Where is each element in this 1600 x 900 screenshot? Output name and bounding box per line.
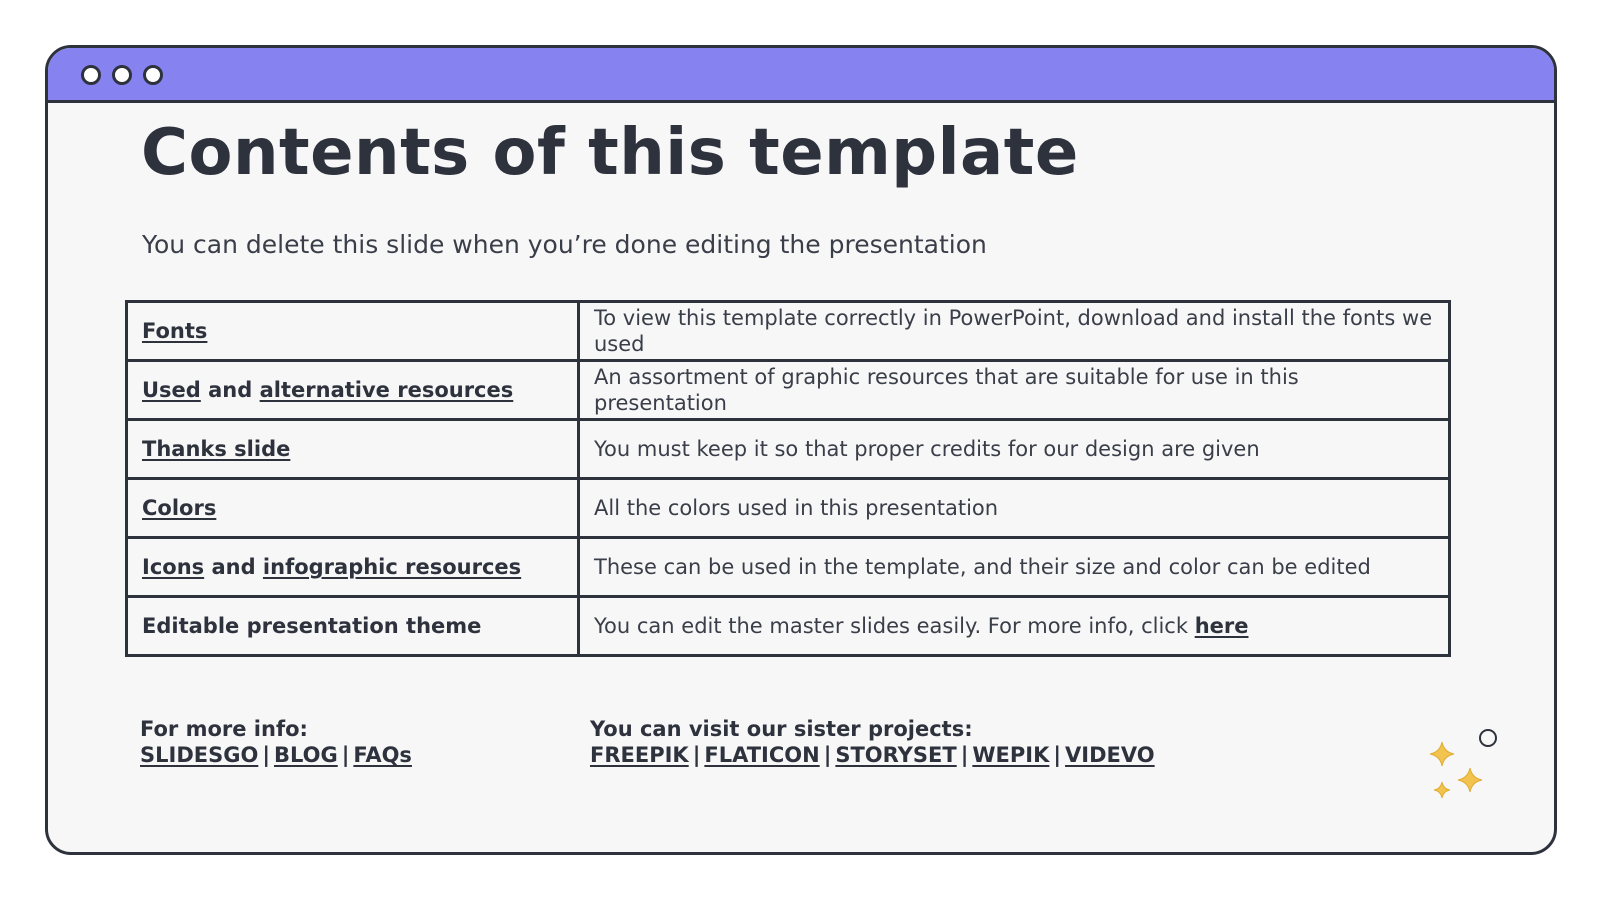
table-cell-topic <box>127 538 579 597</box>
table-row <box>127 420 1450 479</box>
sister-projects-heading: You can visit our sister projects: <box>590 717 973 741</box>
link-separator: | <box>960 743 969 767</box>
sparkle-icon <box>1458 768 1482 792</box>
sparkle-icon <box>1430 742 1454 766</box>
table-cell-topic <box>127 479 579 538</box>
topic-link-infographic-resources[interactable]: infographic resources <box>262 555 522 579</box>
description-text: These can be used in the template, and their size and color can be edited <box>594 555 1371 579</box>
sister-projects-block <box>590 716 1155 768</box>
description-link-here[interactable]: here <box>1194 614 1249 638</box>
ring-icon <box>1480 730 1496 746</box>
window-dot-maximize[interactable] <box>143 65 163 85</box>
description-text: To view this template correctly in PowerPoint, download and install the fonts we used <box>594 306 1433 356</box>
link-separator: | <box>823 743 832 767</box>
description-text: You can edit the master slides easily. For more info, click <box>594 614 1195 638</box>
footer-link-flaticon[interactable]: FLATICON <box>704 743 820 767</box>
table-row <box>127 479 1450 538</box>
description-text: You must keep it so that proper credits for our design are given <box>594 437 1260 461</box>
table-cell-topic <box>127 597 579 656</box>
table-cell-topic <box>127 361 579 420</box>
page-title: Contents of this template <box>141 116 1079 190</box>
topic-link-colors[interactable]: Colors <box>142 496 217 520</box>
footer-link-wepik[interactable]: WEPIK <box>972 743 1050 767</box>
more-info-links <box>140 742 412 768</box>
link-separator: | <box>692 743 701 767</box>
sparkle-decoration <box>1418 718 1538 808</box>
footer-link-faqs[interactable]: FAQs <box>353 743 412 767</box>
topic-link-icons[interactable]: Icons <box>142 555 205 579</box>
table-cell-description <box>579 479 1450 538</box>
topic-text: and <box>200 378 260 402</box>
table-cell-description <box>579 302 1450 361</box>
browser-window <box>45 45 1557 855</box>
table-cell-description <box>579 361 1450 420</box>
footer-link-freepik[interactable]: FREEPIK <box>590 743 689 767</box>
table-row <box>127 302 1450 361</box>
topic-text: and <box>204 555 263 579</box>
topic-link-thanks-slide[interactable]: Thanks slide <box>142 437 291 461</box>
topic-link-used[interactable]: Used <box>142 378 201 402</box>
footer-link-blog[interactable]: BLOG <box>273 743 338 767</box>
page-subtitle: You can delete this slide when you’re done editing the presentation <box>142 230 987 259</box>
sparkle-icon <box>1434 782 1450 798</box>
topic-text: Editable presentation theme <box>142 614 482 638</box>
description-text: An assortment of graphic resources that are suitable for use in this presentation <box>594 365 1299 415</box>
contents-table <box>125 300 1451 657</box>
table-cell-topic <box>127 302 579 361</box>
table-cell-description <box>579 538 1450 597</box>
link-separator: | <box>262 743 270 767</box>
table-row <box>127 361 1450 420</box>
topic-link-fonts[interactable]: Fonts <box>142 319 208 343</box>
link-separator: | <box>1053 743 1062 767</box>
table-cell-description <box>579 420 1450 479</box>
more-info-heading: For more info: <box>140 717 308 741</box>
window-titlebar <box>48 48 1554 103</box>
more-info-block <box>140 716 412 768</box>
table-row <box>127 597 1450 656</box>
description-text: All the colors used in this presentation <box>594 496 999 520</box>
footer-link-storyset[interactable]: STORYSET <box>835 743 957 767</box>
window-dot-close[interactable] <box>81 65 101 85</box>
link-separator: | <box>341 743 350 767</box>
table-row <box>127 538 1450 597</box>
window-dot-minimize[interactable] <box>112 65 132 85</box>
footer-link-videvo[interactable]: VIDEVO <box>1065 743 1155 767</box>
sister-projects-links <box>590 742 1155 768</box>
table-cell-topic <box>127 420 579 479</box>
topic-link-alternative-resources[interactable]: alternative resources <box>259 378 514 402</box>
table-cell-description <box>579 597 1450 656</box>
footer-link-slidesgo[interactable]: SLIDESGO <box>140 743 259 767</box>
